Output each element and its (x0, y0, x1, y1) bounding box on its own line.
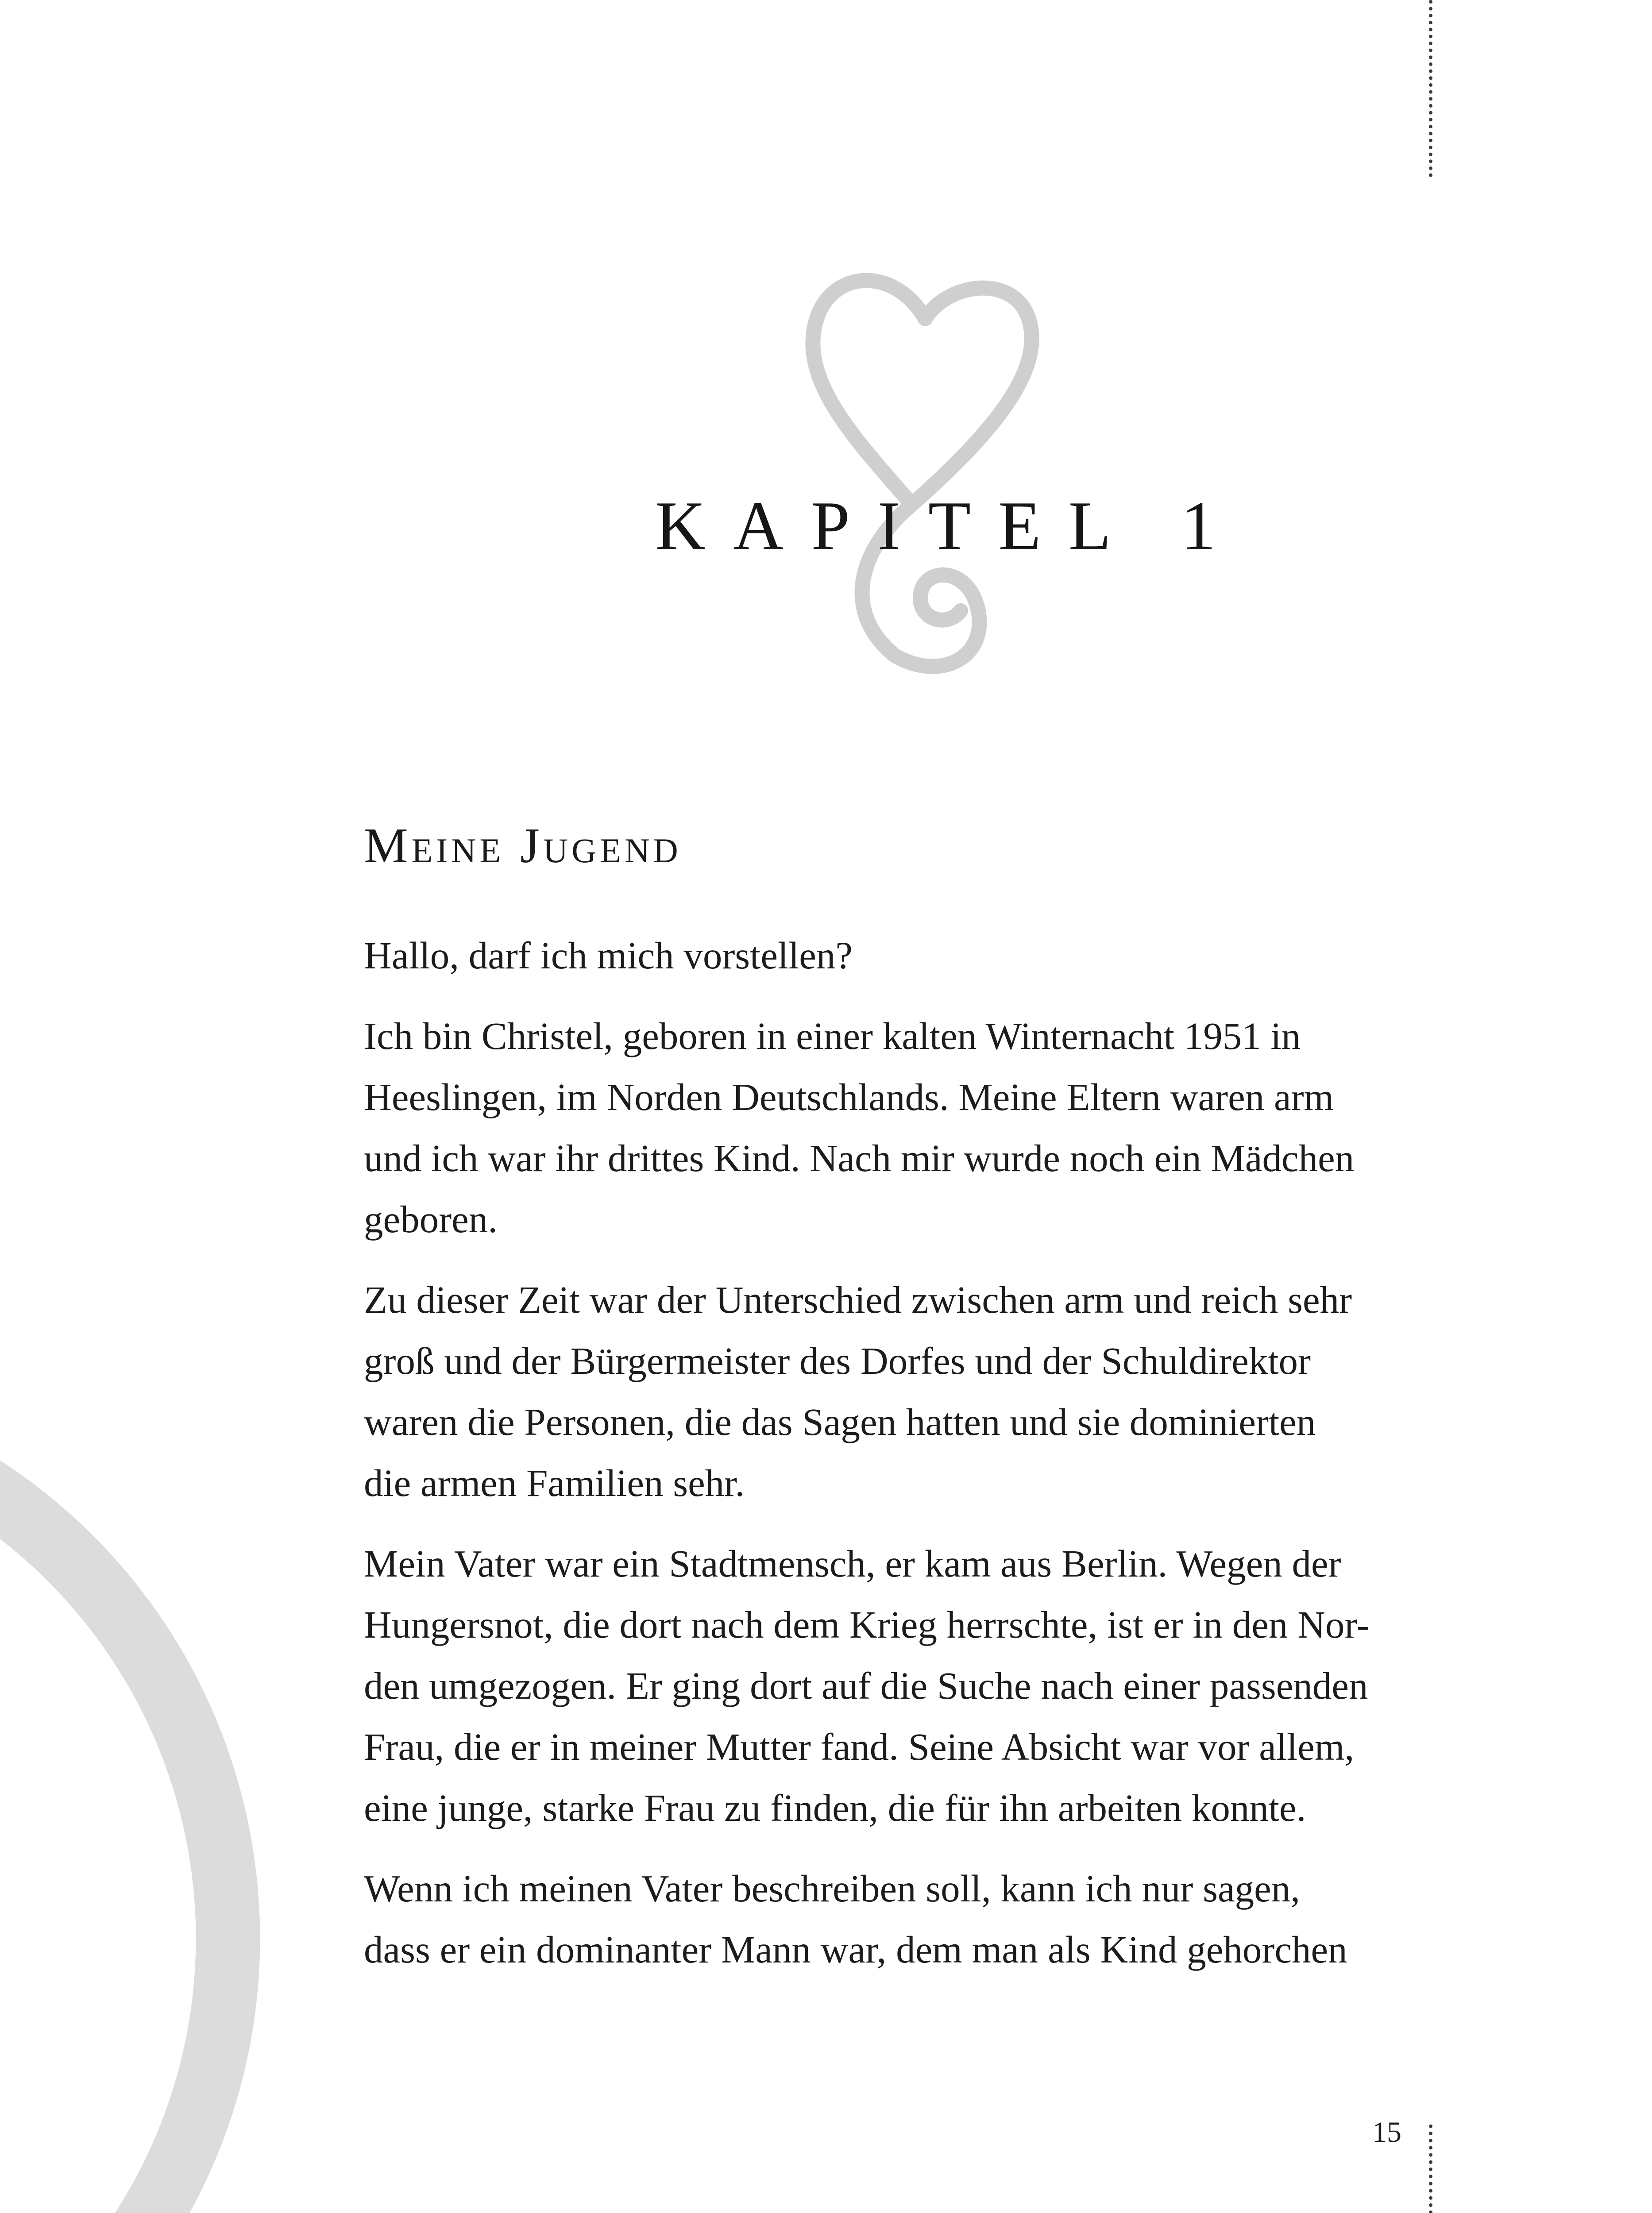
page-number: 15 (1372, 2116, 1401, 2148)
chapter-title: KAPITEL 1 (655, 487, 1243, 565)
paragraph: Wenn ich meinen Vater beschreiben soll, kann ich nur sagen, dass er ein dominanter Mann war, dem man als Kind gehorchen (364, 1867, 1347, 1971)
dotted-margin-rule-top (1429, 0, 1432, 177)
heart-loop-ornament-icon (779, 257, 1089, 690)
paragraph: Mein Vater war ein Stadtmensch, er kam aus Berlin. Wegen der Hungersnot, die dort nach dem Krieg herrschte, ist er in den Nor- den umgezogen. Er ging dort auf die Suche nach einer passenden Frau, die er in meiner Mutter fand. Seine Absicht war vor allem, eine junge, starke Frau zu finden, die für ihn arbeiten konnte. (364, 1542, 1370, 1829)
section-title: Meine Jugend (364, 818, 682, 873)
body-text (364, 925, 1444, 2000)
paragraph: Zu dieser Zeit war der Unterschied zwischen arm und reich sehr groß und der Bürgermeister des Dorfes und der Schuldirektor waren die Personen, die das Sagen hatten und sie dominierten die armen Familien sehr. (364, 1278, 1352, 1504)
paragraph: Hallo, darf ich mich vorstellen? (364, 934, 853, 977)
paragraph: Ich bin Christel, geboren in einer kalten Winternacht 1951 in Heeslingen, im Norden Deutschlands. Meine Eltern waren arm und ich war ihr drittes Kind. Nach mir wurde noch ein Mädchen geboren. (364, 1014, 1355, 1241)
dotted-margin-rule-bottom (1429, 2124, 1432, 2213)
